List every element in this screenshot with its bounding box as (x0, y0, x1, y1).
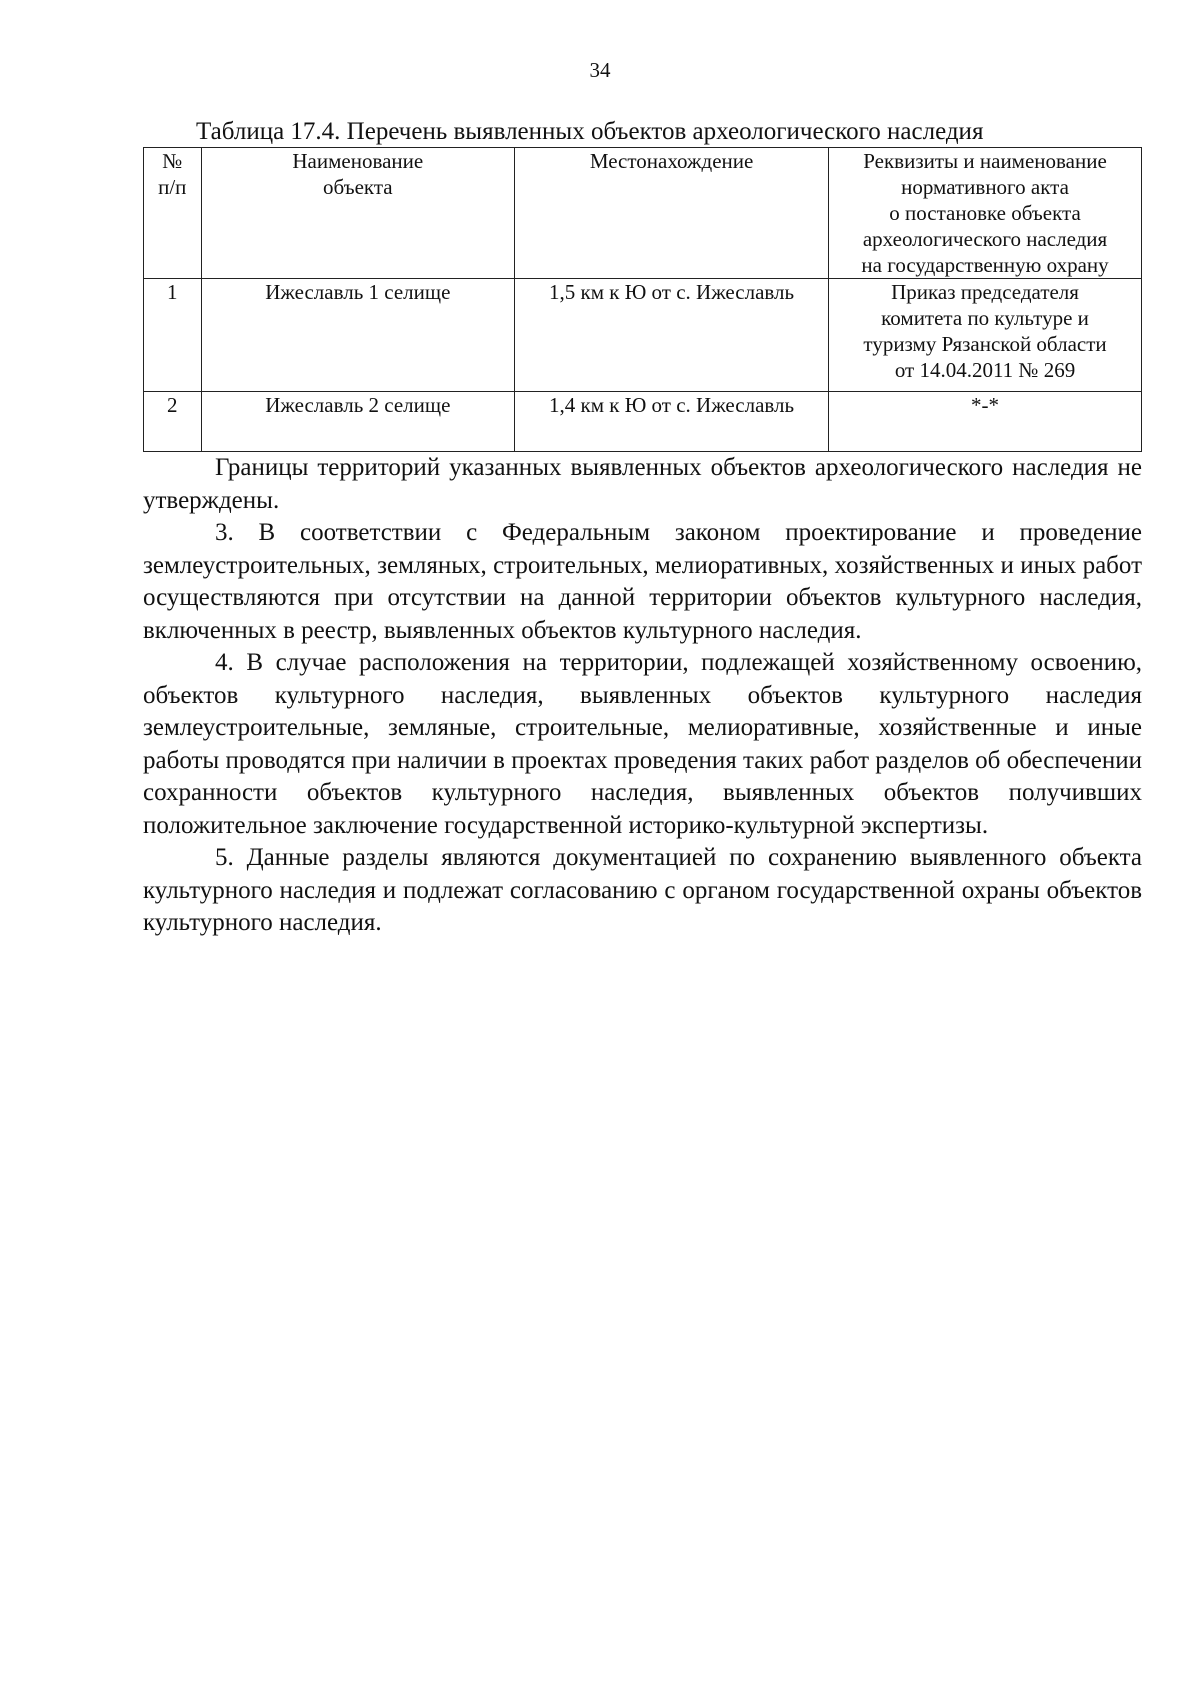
table-header-row (144, 148, 1142, 279)
cell-location: 1,4 км к Ю от с. Ижеславль (515, 392, 829, 452)
body-text (143, 452, 1142, 940)
header-requisites: Реквизиты и наименование нормативного акта о постановке объекта археологического наследия на государственную охрану (829, 148, 1142, 279)
header-location: Местонахождение (515, 148, 829, 279)
table-row (144, 279, 1142, 392)
cell-name: Ижеславль 2 селище (201, 392, 515, 452)
header-name: Наименование объекта (201, 148, 515, 279)
cell-num: 1 (144, 279, 202, 392)
cell-location: 1,5 км к Ю от с. Ижеславль (515, 279, 829, 392)
page-number: 34 (589, 58, 611, 82)
cell-requisites: Приказ председателя комитета по культуре и туризму Рязанской области от 14.04.2011 № 269 (829, 279, 1142, 392)
paragraph-boundaries: Границы территорий указанных выявленных объектов археологического наследия не утверждены. (143, 454, 1142, 514)
paragraph-5: 5. Данные разделы являются документацией по сохранению выявленного объекта культурного наследия и подлежат согласованию с органом государственной охраны объектов культурного наследия. (143, 844, 1142, 936)
table-caption: Таблица 17.4. Перечень выявленных объектов археологического наследия (196, 118, 984, 145)
archaeological-objects-table (143, 147, 1142, 452)
paragraph-3: 3. В соответствии с Федеральным законом проектирование и проведение землеустроительных, земляных, строительных, мелиоративных, хозяйственных и иных работ осуществляются при отсутствии на данной территории объектов культурного наследия, включенных в реестр, выявленных объектов культурного наследия. (143, 519, 1142, 644)
cell-name: Ижеславль 1 селище (201, 279, 515, 392)
header-num: № п/п (144, 148, 202, 279)
cell-num: 2 (144, 392, 202, 452)
paragraph-4: 4. В случае расположения на территории, подлежащей хозяйственному освоению, объектов культурного наследия, выявленных объектов культурного наследия землеустроительные, земляные, строительные, мелиоративные, хозяйственные и иные работы проводятся при наличии в проектах проведения таких работ разделов об обеспечении сохранности объектов культурного наследия, выявленных объектов получивших положительное заключение государственной историко-культурной экспертизы. (143, 649, 1142, 839)
table-row (144, 392, 1142, 452)
cell-requisites: *-* (829, 392, 1142, 452)
